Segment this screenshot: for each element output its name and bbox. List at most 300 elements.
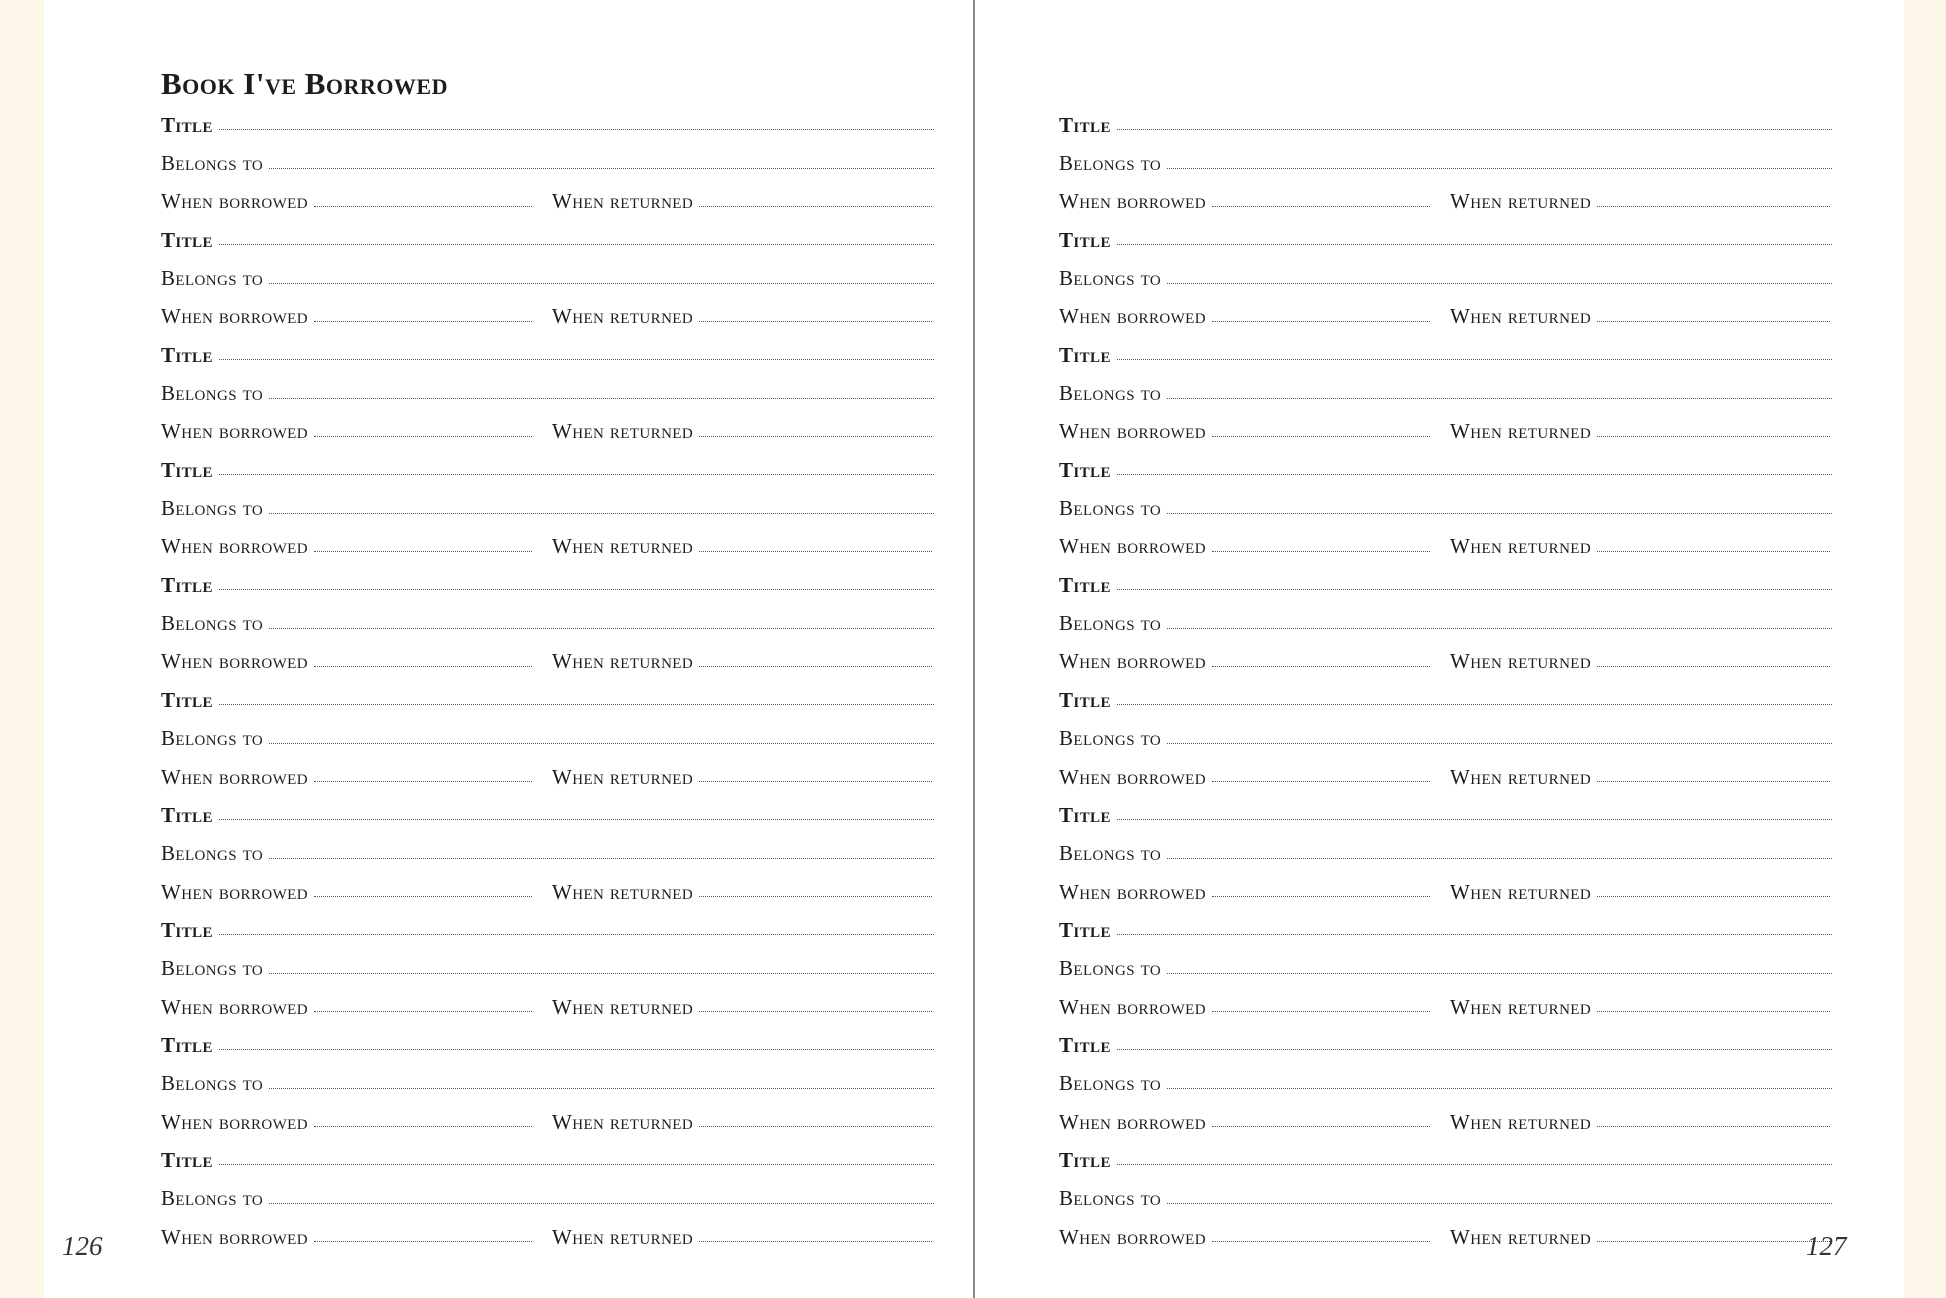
title-field bbox=[161, 106, 934, 144]
dates-row bbox=[161, 413, 934, 451]
title-row bbox=[1059, 681, 1832, 719]
dates-row bbox=[1059, 873, 1832, 911]
when-returned-field bbox=[552, 1218, 932, 1256]
when-borrowed-label: When borrowed bbox=[1059, 649, 1206, 674]
when-borrowed-write-line[interactable] bbox=[1212, 321, 1430, 322]
when-returned-write-line[interactable] bbox=[699, 551, 932, 552]
dates-row bbox=[1059, 183, 1832, 221]
title-row bbox=[1059, 451, 1832, 489]
when-returned-field bbox=[552, 528, 932, 566]
dates-row bbox=[1059, 1103, 1832, 1141]
belongs-to-label: Belongs to bbox=[1059, 611, 1162, 636]
belongs-to-field bbox=[161, 259, 934, 297]
belongs-to-write-line[interactable] bbox=[269, 168, 934, 169]
belongs-to-field bbox=[1059, 1180, 1832, 1218]
when-returned-label: When returned bbox=[1450, 1224, 1592, 1249]
title-label: Title bbox=[161, 227, 213, 252]
belongs-to-write-line[interactable] bbox=[269, 973, 934, 974]
title-row bbox=[1059, 796, 1832, 834]
when-returned-write-line[interactable] bbox=[699, 781, 932, 782]
when-borrowed-field bbox=[1059, 758, 1430, 796]
belongs-to-write-line[interactable] bbox=[269, 398, 934, 399]
dates-row bbox=[161, 873, 934, 911]
dates-row bbox=[1059, 758, 1832, 796]
belongs-to-row bbox=[1059, 374, 1832, 412]
when-returned-field bbox=[552, 183, 932, 221]
dates-row bbox=[161, 1218, 934, 1256]
when-borrowed-field bbox=[1059, 988, 1430, 1026]
when-returned-label: When returned bbox=[552, 1109, 694, 1134]
title-label: Title bbox=[1059, 687, 1111, 712]
when-borrowed-write-line[interactable] bbox=[314, 896, 532, 897]
when-returned-label: When returned bbox=[552, 994, 694, 1019]
belongs-to-label: Belongs to bbox=[161, 266, 264, 291]
title-write-line[interactable] bbox=[219, 474, 934, 475]
title-write-line[interactable] bbox=[219, 589, 934, 590]
belongs-to-write-line[interactable] bbox=[269, 1088, 934, 1089]
belongs-to-write-line[interactable] bbox=[269, 628, 934, 629]
title-row bbox=[1059, 1026, 1832, 1064]
belongs-to-row bbox=[1059, 950, 1832, 988]
title-write-line[interactable] bbox=[1117, 1049, 1832, 1050]
belongs-to-label: Belongs to bbox=[1059, 726, 1162, 751]
when-returned-label: When returned bbox=[1450, 1109, 1592, 1134]
dates-row bbox=[1059, 528, 1832, 566]
belongs-to-field bbox=[161, 1180, 934, 1218]
title-write-line[interactable] bbox=[1117, 129, 1832, 130]
when-returned-write-line[interactable] bbox=[1597, 321, 1830, 322]
belongs-to-row bbox=[1059, 489, 1832, 527]
title-label: Title bbox=[1059, 342, 1111, 367]
belongs-to-row bbox=[1059, 604, 1832, 642]
when-returned-label: When returned bbox=[1450, 649, 1592, 674]
title-write-line[interactable] bbox=[219, 1164, 934, 1165]
when-returned-write-line[interactable] bbox=[1597, 206, 1830, 207]
belongs-to-write-line[interactable] bbox=[1167, 743, 1832, 744]
title-field bbox=[161, 911, 934, 949]
title-write-line[interactable] bbox=[219, 819, 934, 820]
when-borrowed-field bbox=[1059, 1103, 1430, 1141]
when-borrowed-label: When borrowed bbox=[161, 994, 308, 1019]
belongs-to-row bbox=[161, 374, 934, 412]
when-returned-label: When returned bbox=[552, 419, 694, 444]
when-borrowed-field bbox=[161, 988, 532, 1026]
when-borrowed-label: When borrowed bbox=[1059, 764, 1206, 789]
when-borrowed-label: When borrowed bbox=[161, 879, 308, 904]
when-borrowed-field bbox=[1059, 1218, 1430, 1256]
belongs-to-field bbox=[161, 950, 934, 988]
dates-row bbox=[1059, 643, 1832, 681]
title-write-line[interactable] bbox=[1117, 244, 1832, 245]
when-returned-field bbox=[1450, 413, 1830, 451]
belongs-to-field bbox=[1059, 835, 1832, 873]
title-field bbox=[161, 451, 934, 489]
when-borrowed-field bbox=[1059, 413, 1430, 451]
when-borrowed-field bbox=[161, 183, 532, 221]
belongs-to-row bbox=[161, 604, 934, 642]
when-borrowed-label: When borrowed bbox=[161, 1109, 308, 1134]
title-field bbox=[1059, 911, 1832, 949]
dates-row bbox=[161, 1103, 934, 1141]
when-returned-label: When returned bbox=[1450, 994, 1592, 1019]
title-label: Title bbox=[1059, 1147, 1111, 1172]
title-row bbox=[161, 451, 934, 489]
dates-row bbox=[1059, 988, 1832, 1026]
title-row bbox=[161, 681, 934, 719]
belongs-to-write-line[interactable] bbox=[269, 283, 934, 284]
when-borrowed-field bbox=[1059, 873, 1430, 911]
title-field bbox=[1059, 566, 1832, 604]
when-borrowed-write-line[interactable] bbox=[314, 666, 532, 667]
title-write-line[interactable] bbox=[1117, 589, 1832, 590]
when-returned-label: When returned bbox=[552, 189, 694, 214]
belongs-to-label: Belongs to bbox=[1059, 266, 1162, 291]
title-write-line[interactable] bbox=[219, 129, 934, 130]
when-borrowed-write-line[interactable] bbox=[314, 436, 532, 437]
when-returned-write-line[interactable] bbox=[699, 1126, 932, 1127]
title-write-line[interactable] bbox=[1117, 934, 1832, 935]
when-borrowed-field bbox=[1059, 643, 1430, 681]
when-borrowed-label: When borrowed bbox=[161, 764, 308, 789]
title-write-line[interactable] bbox=[219, 704, 934, 705]
belongs-to-field bbox=[161, 144, 934, 182]
title-label: Title bbox=[1059, 572, 1111, 597]
when-borrowed-write-line[interactable] bbox=[1212, 781, 1430, 782]
when-returned-label: When returned bbox=[552, 764, 694, 789]
belongs-to-label: Belongs to bbox=[161, 841, 264, 866]
when-borrowed-write-line[interactable] bbox=[1212, 551, 1430, 552]
title-label: Title bbox=[161, 112, 213, 137]
belongs-to-row bbox=[161, 950, 934, 988]
when-returned-field bbox=[552, 988, 932, 1026]
title-row bbox=[1059, 566, 1832, 604]
left-page bbox=[44, 0, 972, 1298]
belongs-to-field bbox=[161, 604, 934, 642]
title-label: Title bbox=[161, 342, 213, 367]
when-borrowed-write-line[interactable] bbox=[1212, 436, 1430, 437]
belongs-to-row bbox=[161, 720, 934, 758]
dates-row bbox=[1059, 1218, 1832, 1256]
when-returned-label: When returned bbox=[1450, 764, 1592, 789]
when-borrowed-write-line[interactable] bbox=[314, 1011, 532, 1012]
dates-row bbox=[161, 528, 934, 566]
belongs-to-field bbox=[161, 1065, 934, 1103]
title-field bbox=[161, 221, 934, 259]
title-write-line[interactable] bbox=[1117, 704, 1832, 705]
dates-row bbox=[1059, 298, 1832, 336]
belongs-to-field bbox=[161, 374, 934, 412]
belongs-to-row bbox=[1059, 835, 1832, 873]
when-returned-write-line[interactable] bbox=[1597, 781, 1830, 782]
title-field bbox=[1059, 681, 1832, 719]
belongs-to-row bbox=[1059, 1180, 1832, 1218]
when-borrowed-write-line[interactable] bbox=[314, 551, 532, 552]
title-field bbox=[1059, 336, 1832, 374]
when-returned-label: When returned bbox=[552, 304, 694, 329]
belongs-to-row bbox=[1059, 1065, 1832, 1103]
title-row bbox=[1059, 106, 1832, 144]
belongs-to-field bbox=[161, 835, 934, 873]
belongs-to-write-line[interactable] bbox=[269, 858, 934, 859]
title-label: Title bbox=[1059, 227, 1111, 252]
title-label: Title bbox=[161, 687, 213, 712]
title-write-line[interactable] bbox=[219, 244, 934, 245]
belongs-to-label: Belongs to bbox=[1059, 151, 1162, 176]
when-returned-label: When returned bbox=[1450, 879, 1592, 904]
belongs-to-field bbox=[1059, 144, 1832, 182]
when-returned-write-line[interactable] bbox=[1597, 666, 1830, 667]
when-borrowed-write-line[interactable] bbox=[314, 206, 532, 207]
title-label: Title bbox=[1059, 112, 1111, 137]
when-borrowed-label: When borrowed bbox=[1059, 1109, 1206, 1134]
dates-row bbox=[1059, 413, 1832, 451]
when-returned-label: When returned bbox=[552, 879, 694, 904]
belongs-to-row bbox=[1059, 144, 1832, 182]
page-heading: Book I've Borrowed bbox=[161, 66, 448, 101]
page-number: 127 bbox=[1806, 1231, 1847, 1261]
when-borrowed-write-line[interactable] bbox=[1212, 1241, 1430, 1242]
when-returned-write-line[interactable] bbox=[1597, 436, 1830, 437]
when-borrowed-write-line[interactable] bbox=[314, 781, 532, 782]
when-borrowed-write-line[interactable] bbox=[1212, 1126, 1430, 1127]
belongs-to-write-line[interactable] bbox=[1167, 1088, 1832, 1089]
belongs-to-label: Belongs to bbox=[161, 381, 264, 406]
title-write-line[interactable] bbox=[219, 359, 934, 360]
when-returned-field bbox=[552, 1103, 932, 1141]
when-returned-label: When returned bbox=[1450, 189, 1592, 214]
when-returned-field bbox=[1450, 643, 1830, 681]
when-borrowed-label: When borrowed bbox=[161, 649, 308, 674]
title-write-line[interactable] bbox=[1117, 359, 1832, 360]
when-borrowed-write-line[interactable] bbox=[314, 1241, 532, 1242]
belongs-to-row bbox=[1059, 720, 1832, 758]
belongs-to-field bbox=[1059, 259, 1832, 297]
belongs-to-row bbox=[161, 1180, 934, 1218]
title-label: Title bbox=[161, 1032, 213, 1057]
title-field bbox=[1059, 1026, 1832, 1064]
belongs-to-label: Belongs to bbox=[1059, 496, 1162, 521]
title-field bbox=[1059, 451, 1832, 489]
when-returned-write-line[interactable] bbox=[699, 321, 932, 322]
when-borrowed-label: When borrowed bbox=[161, 419, 308, 444]
when-returned-write-line[interactable] bbox=[1597, 896, 1830, 897]
belongs-to-row bbox=[161, 489, 934, 527]
entry-list bbox=[161, 106, 934, 1256]
when-returned-field bbox=[1450, 183, 1830, 221]
when-borrowed-field bbox=[1059, 528, 1430, 566]
title-row bbox=[161, 1026, 934, 1064]
title-row bbox=[161, 1141, 934, 1179]
dates-row bbox=[161, 298, 934, 336]
when-borrowed-label: When borrowed bbox=[1059, 189, 1206, 214]
when-borrowed-label: When borrowed bbox=[1059, 304, 1206, 329]
title-field bbox=[1059, 796, 1832, 834]
when-returned-field bbox=[1450, 988, 1830, 1026]
belongs-to-label: Belongs to bbox=[1059, 381, 1162, 406]
dates-row bbox=[161, 758, 934, 796]
when-returned-field bbox=[552, 413, 932, 451]
belongs-to-write-line[interactable] bbox=[1167, 513, 1832, 514]
when-returned-write-line[interactable] bbox=[699, 1241, 932, 1242]
belongs-to-row bbox=[1059, 259, 1832, 297]
when-returned-write-line[interactable] bbox=[1597, 1126, 1830, 1127]
title-row bbox=[1059, 221, 1832, 259]
belongs-to-row bbox=[161, 1065, 934, 1103]
entry-list bbox=[1059, 106, 1832, 1256]
when-returned-label: When returned bbox=[1450, 304, 1592, 329]
when-returned-field bbox=[1450, 873, 1830, 911]
when-borrowed-label: When borrowed bbox=[161, 304, 308, 329]
title-write-line[interactable] bbox=[219, 1049, 934, 1050]
when-returned-label: When returned bbox=[1450, 534, 1592, 559]
when-returned-write-line[interactable] bbox=[1597, 1241, 1830, 1242]
title-label: Title bbox=[161, 572, 213, 597]
when-borrowed-field bbox=[161, 413, 532, 451]
belongs-to-label: Belongs to bbox=[1059, 1186, 1162, 1211]
when-returned-field bbox=[552, 758, 932, 796]
belongs-to-label: Belongs to bbox=[161, 1186, 264, 1211]
when-borrowed-label: When borrowed bbox=[1059, 994, 1206, 1019]
title-row bbox=[161, 911, 934, 949]
when-borrowed-field bbox=[161, 1103, 532, 1141]
when-borrowed-field bbox=[161, 873, 532, 911]
when-returned-write-line[interactable] bbox=[1597, 1011, 1830, 1012]
when-returned-write-line[interactable] bbox=[1597, 551, 1830, 552]
when-borrowed-write-line[interactable] bbox=[1212, 206, 1430, 207]
title-field bbox=[1059, 106, 1832, 144]
title-label: Title bbox=[161, 802, 213, 827]
belongs-to-field bbox=[1059, 950, 1832, 988]
belongs-to-write-line[interactable] bbox=[269, 743, 934, 744]
belongs-to-label: Belongs to bbox=[161, 496, 264, 521]
when-borrowed-write-line[interactable] bbox=[1212, 666, 1430, 667]
title-write-line[interactable] bbox=[1117, 474, 1832, 475]
dates-row bbox=[161, 183, 934, 221]
when-borrowed-field bbox=[1059, 298, 1430, 336]
belongs-to-row bbox=[161, 835, 934, 873]
belongs-to-field bbox=[1059, 720, 1832, 758]
belongs-to-label: Belongs to bbox=[161, 956, 264, 981]
when-borrowed-write-line[interactable] bbox=[314, 321, 532, 322]
title-field bbox=[161, 796, 934, 834]
when-borrowed-field bbox=[161, 1218, 532, 1256]
belongs-to-field bbox=[1059, 604, 1832, 642]
when-returned-field bbox=[552, 873, 932, 911]
when-borrowed-field bbox=[161, 298, 532, 336]
title-field bbox=[161, 336, 934, 374]
belongs-to-write-line[interactable] bbox=[269, 513, 934, 514]
belongs-to-write-line[interactable] bbox=[1167, 283, 1832, 284]
belongs-to-write-line[interactable] bbox=[1167, 858, 1832, 859]
when-returned-write-line[interactable] bbox=[699, 436, 932, 437]
title-row bbox=[1059, 911, 1832, 949]
title-field bbox=[161, 1141, 934, 1179]
when-borrowed-label: When borrowed bbox=[161, 189, 308, 214]
when-returned-field bbox=[1450, 758, 1830, 796]
page-gutter bbox=[973, 0, 975, 1298]
when-returned-field bbox=[1450, 298, 1830, 336]
belongs-to-label: Belongs to bbox=[161, 151, 264, 176]
belongs-to-write-line[interactable] bbox=[1167, 1203, 1832, 1204]
title-row bbox=[1059, 1141, 1832, 1179]
title-write-line[interactable] bbox=[219, 934, 934, 935]
belongs-to-write-line[interactable] bbox=[1167, 168, 1832, 169]
belongs-to-field bbox=[161, 489, 934, 527]
belongs-to-write-line[interactable] bbox=[1167, 398, 1832, 399]
title-row bbox=[161, 336, 934, 374]
when-returned-field bbox=[1450, 528, 1830, 566]
title-field bbox=[1059, 221, 1832, 259]
title-field bbox=[161, 1026, 934, 1064]
when-borrowed-label: When borrowed bbox=[1059, 879, 1206, 904]
belongs-to-label: Belongs to bbox=[1059, 841, 1162, 866]
dates-row bbox=[161, 643, 934, 681]
belongs-to-label: Belongs to bbox=[1059, 956, 1162, 981]
when-borrowed-write-line[interactable] bbox=[1212, 1011, 1430, 1012]
belongs-to-write-line[interactable] bbox=[1167, 973, 1832, 974]
title-row bbox=[161, 221, 934, 259]
title-row bbox=[1059, 336, 1832, 374]
when-returned-field bbox=[552, 298, 932, 336]
title-field bbox=[1059, 1141, 1832, 1179]
title-label: Title bbox=[1059, 802, 1111, 827]
belongs-to-row bbox=[161, 259, 934, 297]
when-returned-label: When returned bbox=[552, 649, 694, 674]
title-field bbox=[161, 681, 934, 719]
when-returned-write-line[interactable] bbox=[699, 1011, 932, 1012]
belongs-to-label: Belongs to bbox=[1059, 1071, 1162, 1096]
title-row bbox=[161, 566, 934, 604]
dates-row bbox=[161, 988, 934, 1026]
when-returned-write-line[interactable] bbox=[699, 896, 932, 897]
book-spread bbox=[44, 0, 1904, 1298]
when-borrowed-write-line[interactable] bbox=[1212, 896, 1430, 897]
belongs-to-label: Belongs to bbox=[161, 726, 264, 751]
when-returned-label: When returned bbox=[552, 1224, 694, 1249]
title-label: Title bbox=[161, 457, 213, 482]
title-label: Title bbox=[161, 1147, 213, 1172]
when-borrowed-field bbox=[1059, 183, 1430, 221]
when-borrowed-label: When borrowed bbox=[1059, 534, 1206, 559]
title-write-line[interactable] bbox=[1117, 819, 1832, 820]
belongs-to-label: Belongs to bbox=[161, 611, 264, 636]
title-label: Title bbox=[1059, 457, 1111, 482]
belongs-to-field bbox=[1059, 1065, 1832, 1103]
when-returned-write-line[interactable] bbox=[699, 206, 932, 207]
when-borrowed-write-line[interactable] bbox=[314, 1126, 532, 1127]
belongs-to-label: Belongs to bbox=[161, 1071, 264, 1096]
when-returned-field bbox=[552, 643, 932, 681]
when-returned-label: When returned bbox=[1450, 419, 1592, 444]
belongs-to-write-line[interactable] bbox=[269, 1203, 934, 1204]
title-write-line[interactable] bbox=[1117, 1164, 1832, 1165]
title-label: Title bbox=[1059, 917, 1111, 942]
title-row bbox=[161, 106, 934, 144]
belongs-to-field bbox=[161, 720, 934, 758]
belongs-to-field bbox=[1059, 489, 1832, 527]
title-label: Title bbox=[161, 917, 213, 942]
belongs-to-write-line[interactable] bbox=[1167, 628, 1832, 629]
when-returned-write-line[interactable] bbox=[699, 666, 932, 667]
title-label: Title bbox=[1059, 1032, 1111, 1057]
when-returned-field bbox=[1450, 1218, 1830, 1256]
when-borrowed-label: When borrowed bbox=[1059, 1224, 1206, 1249]
when-returned-label: When returned bbox=[552, 534, 694, 559]
when-borrowed-label: When borrowed bbox=[161, 1224, 308, 1249]
belongs-to-field bbox=[1059, 374, 1832, 412]
title-row bbox=[161, 796, 934, 834]
title-field bbox=[161, 566, 934, 604]
